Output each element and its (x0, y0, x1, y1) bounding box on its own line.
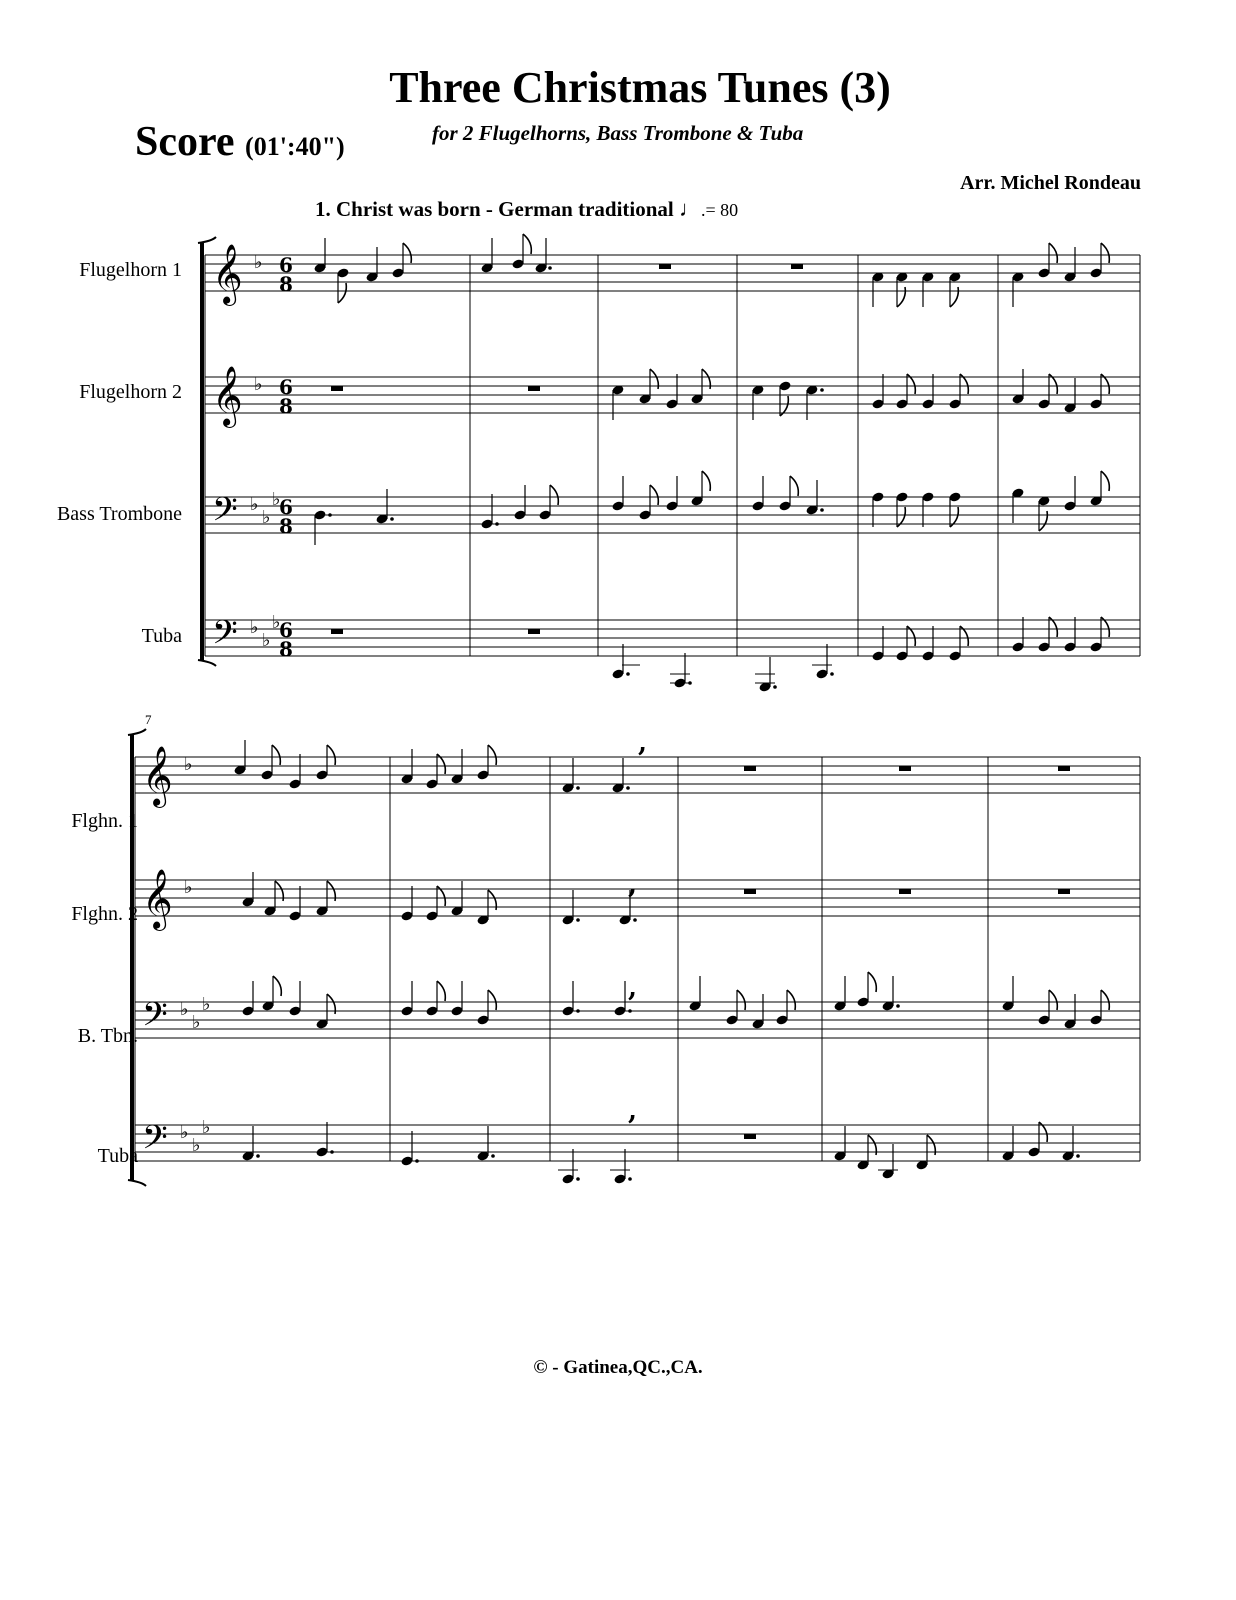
whole-rest (331, 629, 343, 634)
augmentation-dot (576, 918, 580, 922)
flat-icon: ♭ (250, 617, 259, 638)
treble-clef-icon: 𝄞 (142, 746, 173, 806)
flat-icon: ♭ (192, 1135, 201, 1156)
augmentation-dot (415, 1159, 419, 1163)
time-signature-top: 6 (279, 495, 293, 519)
augmentation-dot (576, 1009, 580, 1013)
augmentation-dot (330, 1150, 334, 1154)
whole-rest (1058, 766, 1070, 771)
augmentation-dot (390, 517, 394, 521)
page-title: Three Christmas Tunes (3) (389, 63, 891, 112)
note-flag (950, 287, 958, 307)
augmentation-dot (896, 1004, 900, 1008)
whole-rest (1058, 889, 1070, 894)
augmentation-dot (256, 1154, 260, 1158)
flat-icon: ♭ (180, 1122, 189, 1143)
quarter-note-icon: ♩ (679, 196, 701, 221)
flat-icon: ♭ (180, 999, 189, 1020)
time-signature-top: 6 (279, 618, 293, 642)
flat-icon: ♭ (202, 1117, 211, 1138)
note-flag (273, 976, 281, 996)
time-signature-bottom: 8 (279, 637, 293, 661)
bass-clef-icon: 𝄢 (142, 1119, 168, 1165)
flat-icon: ♭ (262, 630, 271, 651)
note-flag (1049, 990, 1057, 1010)
augmentation-dot (633, 918, 637, 922)
whole-rest (791, 264, 803, 269)
whole-rest (659, 264, 671, 269)
whole-rest (331, 386, 343, 391)
whole-rest (899, 889, 911, 894)
bracket-top (128, 729, 146, 735)
time-signature-top: 6 (279, 253, 293, 277)
note-flag (650, 485, 658, 505)
bracket-bottom (128, 1180, 146, 1186)
note-flag (403, 243, 411, 263)
flat-icon: ♭ (192, 1012, 201, 1033)
instrument-label-flugelhorn-1: Flugelhorn 1 (79, 259, 182, 281)
note-flag (1101, 471, 1109, 491)
instrument-label-tuba: Tuba (141, 625, 182, 647)
augmentation-dot (576, 1177, 580, 1181)
instrument-label-bass-trombone: Bass Trombone (56, 503, 182, 525)
bass-clef-icon: 𝄢 (212, 614, 238, 660)
note-flag (790, 476, 798, 496)
augmentation-dot (1076, 1154, 1080, 1158)
bracket-top (198, 237, 216, 243)
tempo-marking: .= 80 (701, 200, 739, 220)
note-flag (868, 972, 876, 992)
flat-icon: ♭ (272, 612, 281, 633)
flat-icon: ♭ (254, 252, 263, 273)
augmentation-dot (820, 388, 824, 392)
augmentation-dot (576, 786, 580, 790)
augmentation-dot (628, 1009, 632, 1013)
measure-number: 7 (145, 712, 152, 727)
augmentation-dot (830, 672, 834, 676)
augmentation-dot (626, 672, 630, 676)
flat-icon: ♭ (250, 494, 259, 515)
note-flag (1101, 243, 1109, 263)
treble-clef-icon: 𝄞 (212, 366, 243, 426)
note-flag (737, 990, 745, 1010)
augmentation-dot (491, 1154, 495, 1158)
note-flag (488, 990, 496, 1010)
note-flag (1039, 511, 1047, 531)
bass-clef-icon: 𝄢 (142, 996, 168, 1042)
augmentation-dot (628, 1177, 632, 1181)
augmentation-dot (495, 522, 499, 526)
whole-rest (899, 766, 911, 771)
augmentation-dot (548, 266, 552, 270)
note-flag (523, 234, 531, 254)
time-signature-bottom: 8 (279, 394, 293, 418)
flat-icon: ♭ (262, 507, 271, 528)
note-flag (787, 990, 795, 1010)
flat-icon: ♭ (202, 994, 211, 1015)
note-flag (702, 471, 710, 491)
copyright: © - Gatinea,QC.,CA. (533, 1357, 703, 1378)
instrument-label-b-tbn: B. Tbn. (77, 1025, 138, 1047)
whole-rest (744, 889, 756, 894)
note-flag (550, 485, 558, 505)
flat-icon: ♭ (272, 489, 281, 510)
treble-clef-icon: 𝄞 (212, 244, 243, 304)
note-flag (272, 745, 280, 765)
note-flag (338, 283, 346, 303)
bass-clef-icon: 𝄢 (212, 491, 238, 537)
breath-mark-icon: , (638, 728, 648, 758)
score-duration: (01':40") (245, 132, 345, 161)
time-signature-bottom: 8 (279, 272, 293, 296)
breath-mark-icon: , (628, 1096, 638, 1126)
note-flag (1049, 243, 1057, 263)
whole-rest (744, 1134, 756, 1139)
instrument-label-flghn-2: Flghn. 2 (71, 903, 138, 925)
arranger: Arr. Michel Rondeau (960, 172, 1141, 194)
augmentation-dot (626, 786, 630, 790)
score-text: Score (135, 119, 235, 165)
instrument-label-flugelhorn-2: Flugelhorn 2 (79, 381, 182, 403)
note-flag (897, 287, 905, 307)
note-flag (488, 745, 496, 765)
time-signature-top: 6 (279, 375, 293, 399)
flat-icon: ♭ (184, 877, 193, 898)
instrument-label-tuba-2: Tuba (97, 1145, 138, 1167)
subtitle: for 2 Flugelhorns, Bass Trombone & Tuba (432, 121, 804, 145)
note-flag (327, 745, 335, 765)
movement-title: 1. Christ was born - German traditional (315, 197, 674, 221)
bracket-bottom (198, 660, 216, 666)
note-flag (437, 981, 445, 1001)
augmentation-dot (820, 508, 824, 512)
flat-icon: ♭ (254, 374, 263, 395)
whole-rest (744, 766, 756, 771)
whole-rest (528, 386, 540, 391)
instrument-label-flghn-1: Flghn. 1 (71, 810, 138, 832)
breath-mark-icon: , (628, 870, 638, 900)
note-flag (1101, 990, 1109, 1010)
augmentation-dot (773, 685, 777, 689)
time-signature-bottom: 8 (279, 514, 293, 538)
augmentation-dot (328, 513, 332, 517)
treble-clef-icon: 𝄞 (142, 869, 173, 929)
whole-rest (528, 629, 540, 634)
breath-mark-icon: , (628, 973, 638, 1003)
flat-icon: ♭ (184, 754, 193, 775)
